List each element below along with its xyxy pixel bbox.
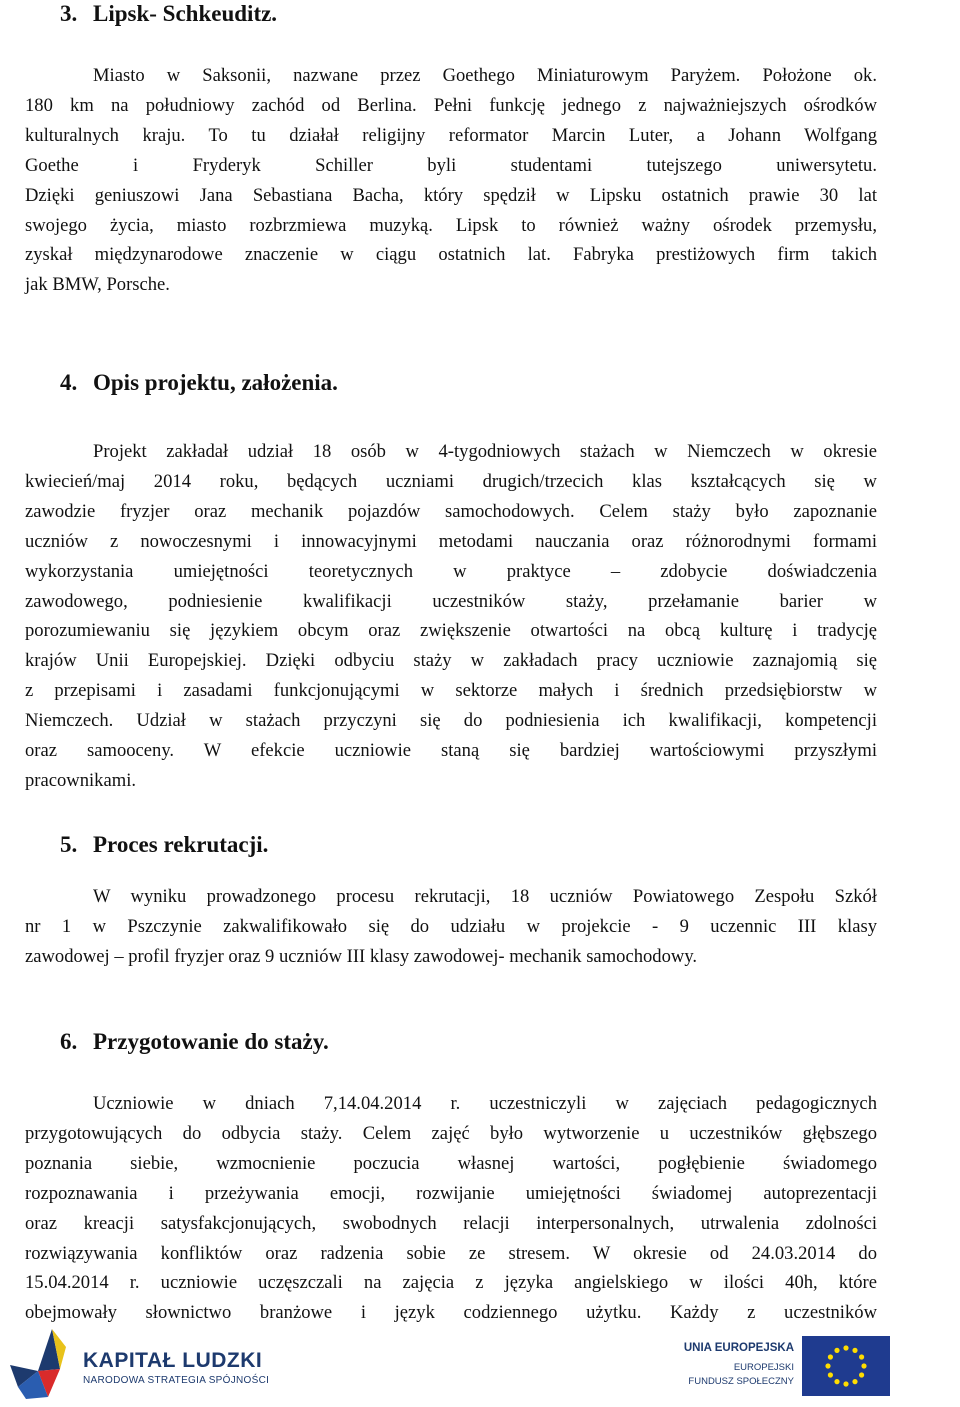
eu-logo-line3: FUNDUSZ SPOŁECZNY [688, 1376, 794, 1387]
section-6-title: Przygotowanie do staży. [93, 1029, 329, 1054]
paragraph-line: obejmowały słownictwo branżowe i język codziennego użytku. Każdy z uczestników [25, 1302, 877, 1324]
kapital-ludzki-title: KAPITAŁ LUDZKI [83, 1349, 263, 1372]
paragraph-line: pracownikami. [25, 769, 137, 791]
paragraph-line: W wyniku prowadzonego procesu rekrutacji, 18 uczniów Powiatowego Zespołu Szkół [93, 886, 877, 907]
section-6-number: 6. [60, 1029, 78, 1054]
paragraph-line: krajów Unii Europejskiej. Dzięki odbyciu staży w zakładach pracy uczniowie zaznajomią się [25, 650, 877, 672]
paragraph-line: zyskał międzynarodowe znaczenie w ciągu ostatnich lat. Fabryka prestiżowych firm takich [25, 244, 877, 266]
page-number-label [917, 1250, 960, 1360]
eu-flag-icon [802, 1336, 890, 1396]
paragraph-line: 180 km na południowy zachód od Berlina. Pełni funkcję jednego z najważniejszych ośrodków [25, 94, 877, 116]
paragraph-line: Uczniowie w dniach 7,14.04.2014 r. uczestniczyli w zajęciach pedagogicznych [93, 1093, 877, 1114]
paragraph-line: oraz kreacji satysfakcjonujących, swobodnych relacji interpersonalnych, utrwalenia zdolności [25, 1212, 877, 1234]
section-5-number: 5. [60, 832, 78, 857]
paragraph-line: Projekt zakładał udział 18 osób w 4-tygodniowych stażach w Niemczech w okresie [93, 441, 877, 462]
section-6-heading [60, 1028, 329, 1056]
paragraph-line: zawodowego, podniesienie kwalifikacji uczestników staży, przełamanie barier w [25, 590, 877, 612]
kapital-ludzki-logo [8, 1325, 308, 1400]
section-6-paragraph [25, 1089, 877, 1328]
section-5-heading [60, 831, 268, 859]
paragraph-line: Dzięki geniuszowi Jana Sebastiana Bacha, który spędził w Lipsku ostatnich prawie 30 lat [25, 184, 877, 206]
paragraph-line: jak BMW, Porsche. [25, 274, 170, 296]
kapital-ludzki-subtitle: NARODOWA STRATEGIA SPÓJNOŚCI [83, 1375, 270, 1386]
eu-logo-line2: EUROPEJSKI [733, 1362, 794, 1373]
section-3-paragraph [25, 61, 877, 300]
paragraph-line: nr 1 w Pszczynie zakwalifikowało się do udziału w projekcie - 9 uczennic III klasy [25, 915, 877, 937]
paragraph-line: 15.04.2014 r. uczniowie uczęszczali na zajęcia z języka angielskiego w ilości 40h, które [25, 1272, 877, 1294]
paragraph-line: z przepisami i zasadami funkcjonującymi w sektorze małych i średnich przedsiębiorstw w [25, 680, 877, 702]
section-5-paragraph [25, 882, 877, 972]
paragraph-line: wykorzystania umiejętności teoretycznych w praktyce – zdobycie doświadczenia [25, 560, 877, 582]
eu-logo-line1: UNIA EUROPEJSKA [683, 1342, 794, 1354]
section-3-heading [60, 0, 277, 28]
section-4-number: 4. [60, 370, 78, 395]
paragraph-line: Goethe i Fryderyk Schiller byli studentami tutejszego uniwersytetu. [25, 154, 877, 176]
paragraph-line: Miasto w Saksonii, nazwane przez Goethego Miniaturowym Paryżem. Położone ok. [93, 65, 877, 86]
section-4-paragraph [25, 437, 877, 796]
section-5-title: Proces rekrutacji. [93, 832, 269, 857]
paragraph-line: kwiecień/maj 2014 roku, będących uczniami drugich/trzecich klas kształcących się w [25, 470, 877, 492]
eu-efs-logo [668, 1336, 890, 1396]
paragraph-line: porozumiewaniu się językiem obcym oraz zwiększenie otwartości na obcą kulturę i tradycję [25, 620, 877, 642]
paragraph-line: oraz samooceny. W efekcie uczniowie staną się bardziej wartościowymi przyszłymi [25, 740, 877, 762]
section-3-title: Lipsk- Schkeuditz. [93, 1, 278, 26]
paragraph-line: rozpoznawania i przeżywania emocji, rozwijanie umiejętności świadomej autoprezentacji [25, 1182, 877, 1204]
paragraph-line: Niemczech. Udział w stażach przyczyni się do podniesienia ich kwalifikacji, kompetencji [25, 710, 877, 732]
paragraph-line: rozwiązywania konfliktów oraz radzenia sobie ze stresem. W okresie od 24.03.2014 do [25, 1242, 877, 1264]
kapital-ludzki-star-icon [8, 1325, 70, 1400]
paragraph-line: poznania siebie, wzmocnienie poczucia własnej wartości, pogłębienie świadomego [25, 1152, 877, 1174]
paragraph-line: zawodowej – profil fryzjer oraz 9 uczniów III klasy zawodowej- mechanik samochodowy. [25, 945, 698, 967]
section-4-title: Opis projektu, założenia. [93, 370, 338, 395]
section-3-number: 3. [60, 1, 78, 26]
paragraph-line: zawodzie fryzjer oraz mechanik pojazdów samochodowych. Celem staży było zapoznanie [25, 500, 877, 522]
paragraph-line: kulturalnych kraju. To tu działał religijny reformator Marcin Luter, a Johann Wolfgang [25, 124, 877, 146]
paragraph-line: uczniów z nowoczesnymi i innowacyjnymi metodami nauczania oraz różnorodnymi formami [25, 530, 877, 552]
paragraph-line: przygotowujących do odbycia staży. Celem zajęć było wytworzenie u uczestników głębszego [25, 1122, 877, 1144]
section-4-heading [60, 369, 338, 397]
paragraph-line: swojego życia, miasto rozbrzmiewa muzyką. Lipsk to również ważny ośrodek przemysłu, [25, 214, 877, 236]
